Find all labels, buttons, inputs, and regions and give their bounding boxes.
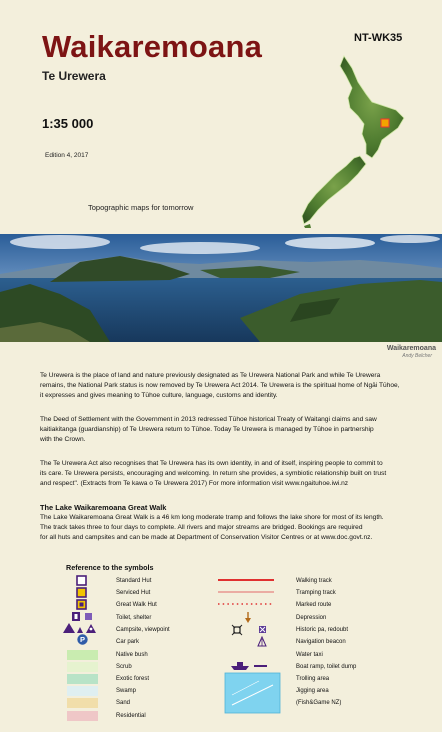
paragraph-deed-of-settlement <box>40 415 410 445</box>
boat-ramp-icon <box>254 663 268 669</box>
legend-heading: Reference to the symbols <box>66 563 154 572</box>
depression-icon <box>244 612 252 624</box>
legend-label: Residential <box>116 713 146 719</box>
water-taxi-icon <box>231 661 251 671</box>
legend-label: Walking track <box>296 578 332 584</box>
legend-label: Tramping track <box>296 590 336 596</box>
legend-label: Scrub <box>116 664 132 670</box>
paragraph-line: and respect". (Extracts from Te kawa o Te Urewera 2017) For more information visit www.ngaituhoe.iwi.nz <box>40 480 349 487</box>
legend-label: Jigging area <box>296 688 329 694</box>
legend-label: Boat ramp, toilet dump <box>296 664 357 670</box>
paragraph-line: for all huts and campsites and can be made at Department of Conservation Visitor Centres or at www.doc.govt.nz. <box>40 534 373 541</box>
svg-text:P: P <box>79 635 86 645</box>
walking-track-line <box>218 577 276 583</box>
car-park-icon <box>77 634 89 646</box>
navigation-beacon-icon <box>257 636 267 647</box>
tagline: Topographic maps for tomorrow <box>88 203 194 212</box>
legend-label: Native bush <box>116 652 148 658</box>
paragraph-great-walk <box>40 513 410 543</box>
exotic-forest-swatch <box>67 674 98 684</box>
map-scale: 1:35 000 <box>42 116 94 131</box>
photo-credit: Andy Belcher <box>402 353 432 359</box>
map-title: Waikaremoana <box>42 29 263 64</box>
trolling-jigging-area <box>225 673 283 715</box>
standard-hut-icon <box>76 575 88 587</box>
new-zealand-locator-map <box>300 54 424 228</box>
legend-label: Standard Hut <box>116 578 152 584</box>
map-subtitle: Te Urewera <box>42 69 106 83</box>
paragraph-te-urewera-act <box>40 459 410 489</box>
lake-panorama-photo <box>0 234 442 342</box>
paragraph-line: remains, the National Park status is now removed by Te Urewera Act 2014. Te Urewera is the spiritual home of Ngāi Tūhoe, <box>40 382 400 389</box>
paragraph-line: The track takes three to four days to complete. All rivers and major streams are bridged. Bookings are required <box>40 524 363 531</box>
paragraph-line: The Te Urewera Act also recognises that Te Urewera has its own identity, in and of itself, inspiring people to commit to <box>40 460 383 467</box>
scrub-swatch <box>67 662 98 672</box>
paragraph-line: with the Crown. <box>40 436 86 443</box>
legend-label: Trolling area <box>296 676 330 682</box>
legend-label: Toilet, shelter <box>116 615 152 621</box>
legend-label: Serviced Hut <box>116 590 151 596</box>
legend-label: Sand <box>116 700 131 706</box>
legend-label: Water taxi <box>296 652 323 658</box>
legend-label: Campsite, viewpoint <box>116 627 170 633</box>
legend-label: Great Walk Hut <box>116 602 157 608</box>
native-bush-swatch <box>67 650 98 660</box>
paragraph-line: The Deed of Settlement with the Government in 2013 redressed Tūhoe historical Treaty of Waitangi claims and saw <box>40 416 377 423</box>
paragraph-line: it expresses and gives meaning to Tūhoe culture, language, customs and identity. <box>40 392 278 399</box>
swamp-swatch <box>67 686 98 696</box>
legend-label: Historic pa, redoubt <box>296 627 349 633</box>
legend-label: Marked route <box>296 602 332 608</box>
edition-text: Edition 4, 2017 <box>45 152 89 159</box>
legend-label: Swamp <box>116 688 137 694</box>
paragraph-line: Te Urewera is the place of land and nature previously designated as Te Urewera National Park and while Te Urewera <box>40 372 381 379</box>
great-walk-hut-icon <box>76 599 88 611</box>
historic-pa-icon <box>232 625 244 637</box>
map-code: NT-WK35 <box>354 32 403 44</box>
legend-label: Depression <box>296 615 327 621</box>
great-walk-heading: The Lake Waikaremoana Great Walk <box>40 503 167 512</box>
marked-route-line <box>218 601 276 607</box>
paragraph-line: its care. Te Urewera persists, encouraging and welcoming. In return she provides, a symbiotic relationship built on trust <box>40 470 387 477</box>
campsite-icon <box>62 622 98 634</box>
legend-label: Car park <box>116 639 140 645</box>
legend-label: Exotic forest <box>116 676 150 682</box>
paragraph-line: The Lake Waikaremoana Great Walk is a 46 km long moderate tramp and follows the lake shore for most of its length. <box>40 514 384 521</box>
tramping-track-line <box>218 589 276 595</box>
redoubt-icon <box>258 625 268 635</box>
serviced-hut-icon <box>76 587 88 599</box>
paragraph-line: kaitiakitanga (guardianship) of Te Urewera return to Tūhoe. Today Te Urewera is managed by Tūhoe in partnership <box>40 426 374 433</box>
sand-swatch <box>67 698 98 708</box>
paragraph-te-urewera <box>40 371 410 401</box>
legend-label: Navigation beacon <box>296 639 346 645</box>
legend-label: (Fish&Game NZ) <box>296 700 342 706</box>
residential-swatch <box>67 711 98 721</box>
photo-caption: Waikaremoana <box>386 345 436 352</box>
